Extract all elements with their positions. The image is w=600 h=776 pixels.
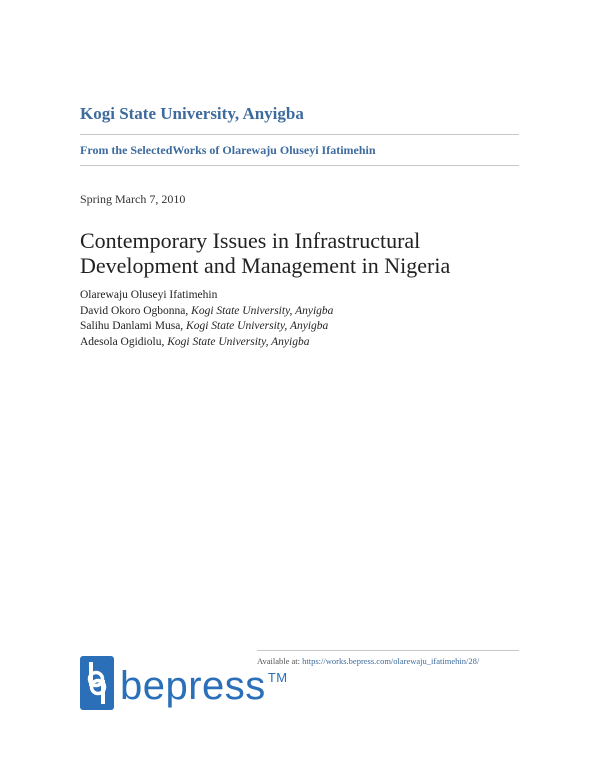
author-name: David Okoro Ogbonna <box>80 304 186 317</box>
author-1 <box>80 288 333 304</box>
bepress-logo-icon <box>80 656 114 710</box>
author-name: Adesola Ogidiolu <box>80 335 162 348</box>
header-rule-top <box>80 134 519 135</box>
header-rule-bottom <box>80 165 519 166</box>
author-list <box>80 288 333 350</box>
author-3: Salihu Danlami Musa, Kogi State University, Anyigba <box>80 320 329 332</box>
document-title <box>80 228 520 278</box>
institution-name[interactable]: Kogi State University, Anyigba <box>80 104 304 123</box>
author-name: Olarewaju Oluseyi Ifatimehin <box>80 289 218 301</box>
footer-rule <box>257 650 519 651</box>
publication-date: Spring March 7, 2010 <box>80 192 186 206</box>
author-affiliation: Kogi State University, Anyigba <box>186 320 329 332</box>
title-line-1: Contemporary Issues in Infrastructural <box>80 228 421 253</box>
bepress-wordmark: bepress ™ <box>120 664 288 708</box>
title-line-2: Development and Management in Nigeria <box>80 253 451 278</box>
author-name: Salihu Danlami Musa <box>80 320 181 332</box>
author-4: Adesola Ogidiolu, Kogi State University, Anyigba <box>80 335 310 348</box>
available-label: Available at: <box>257 656 301 666</box>
trademark-symbol: TM <box>267 670 288 685</box>
author-affiliation: Kogi State University, Anyigba <box>167 335 310 348</box>
availability-line <box>257 656 479 666</box>
available-url-link[interactable]: https://works.bepress.com/olarewaju_ifatimehin/28/ <box>302 656 480 666</box>
author-affiliation: Kogi State University, Anyigba <box>191 304 334 317</box>
selectedworks-link[interactable]: From the SelectedWorks of Olarewaju Oluseyi Ifatimehin <box>80 143 376 157</box>
author-2: David Okoro Ogbonna, Kogi State University, Anyigba <box>80 304 334 317</box>
